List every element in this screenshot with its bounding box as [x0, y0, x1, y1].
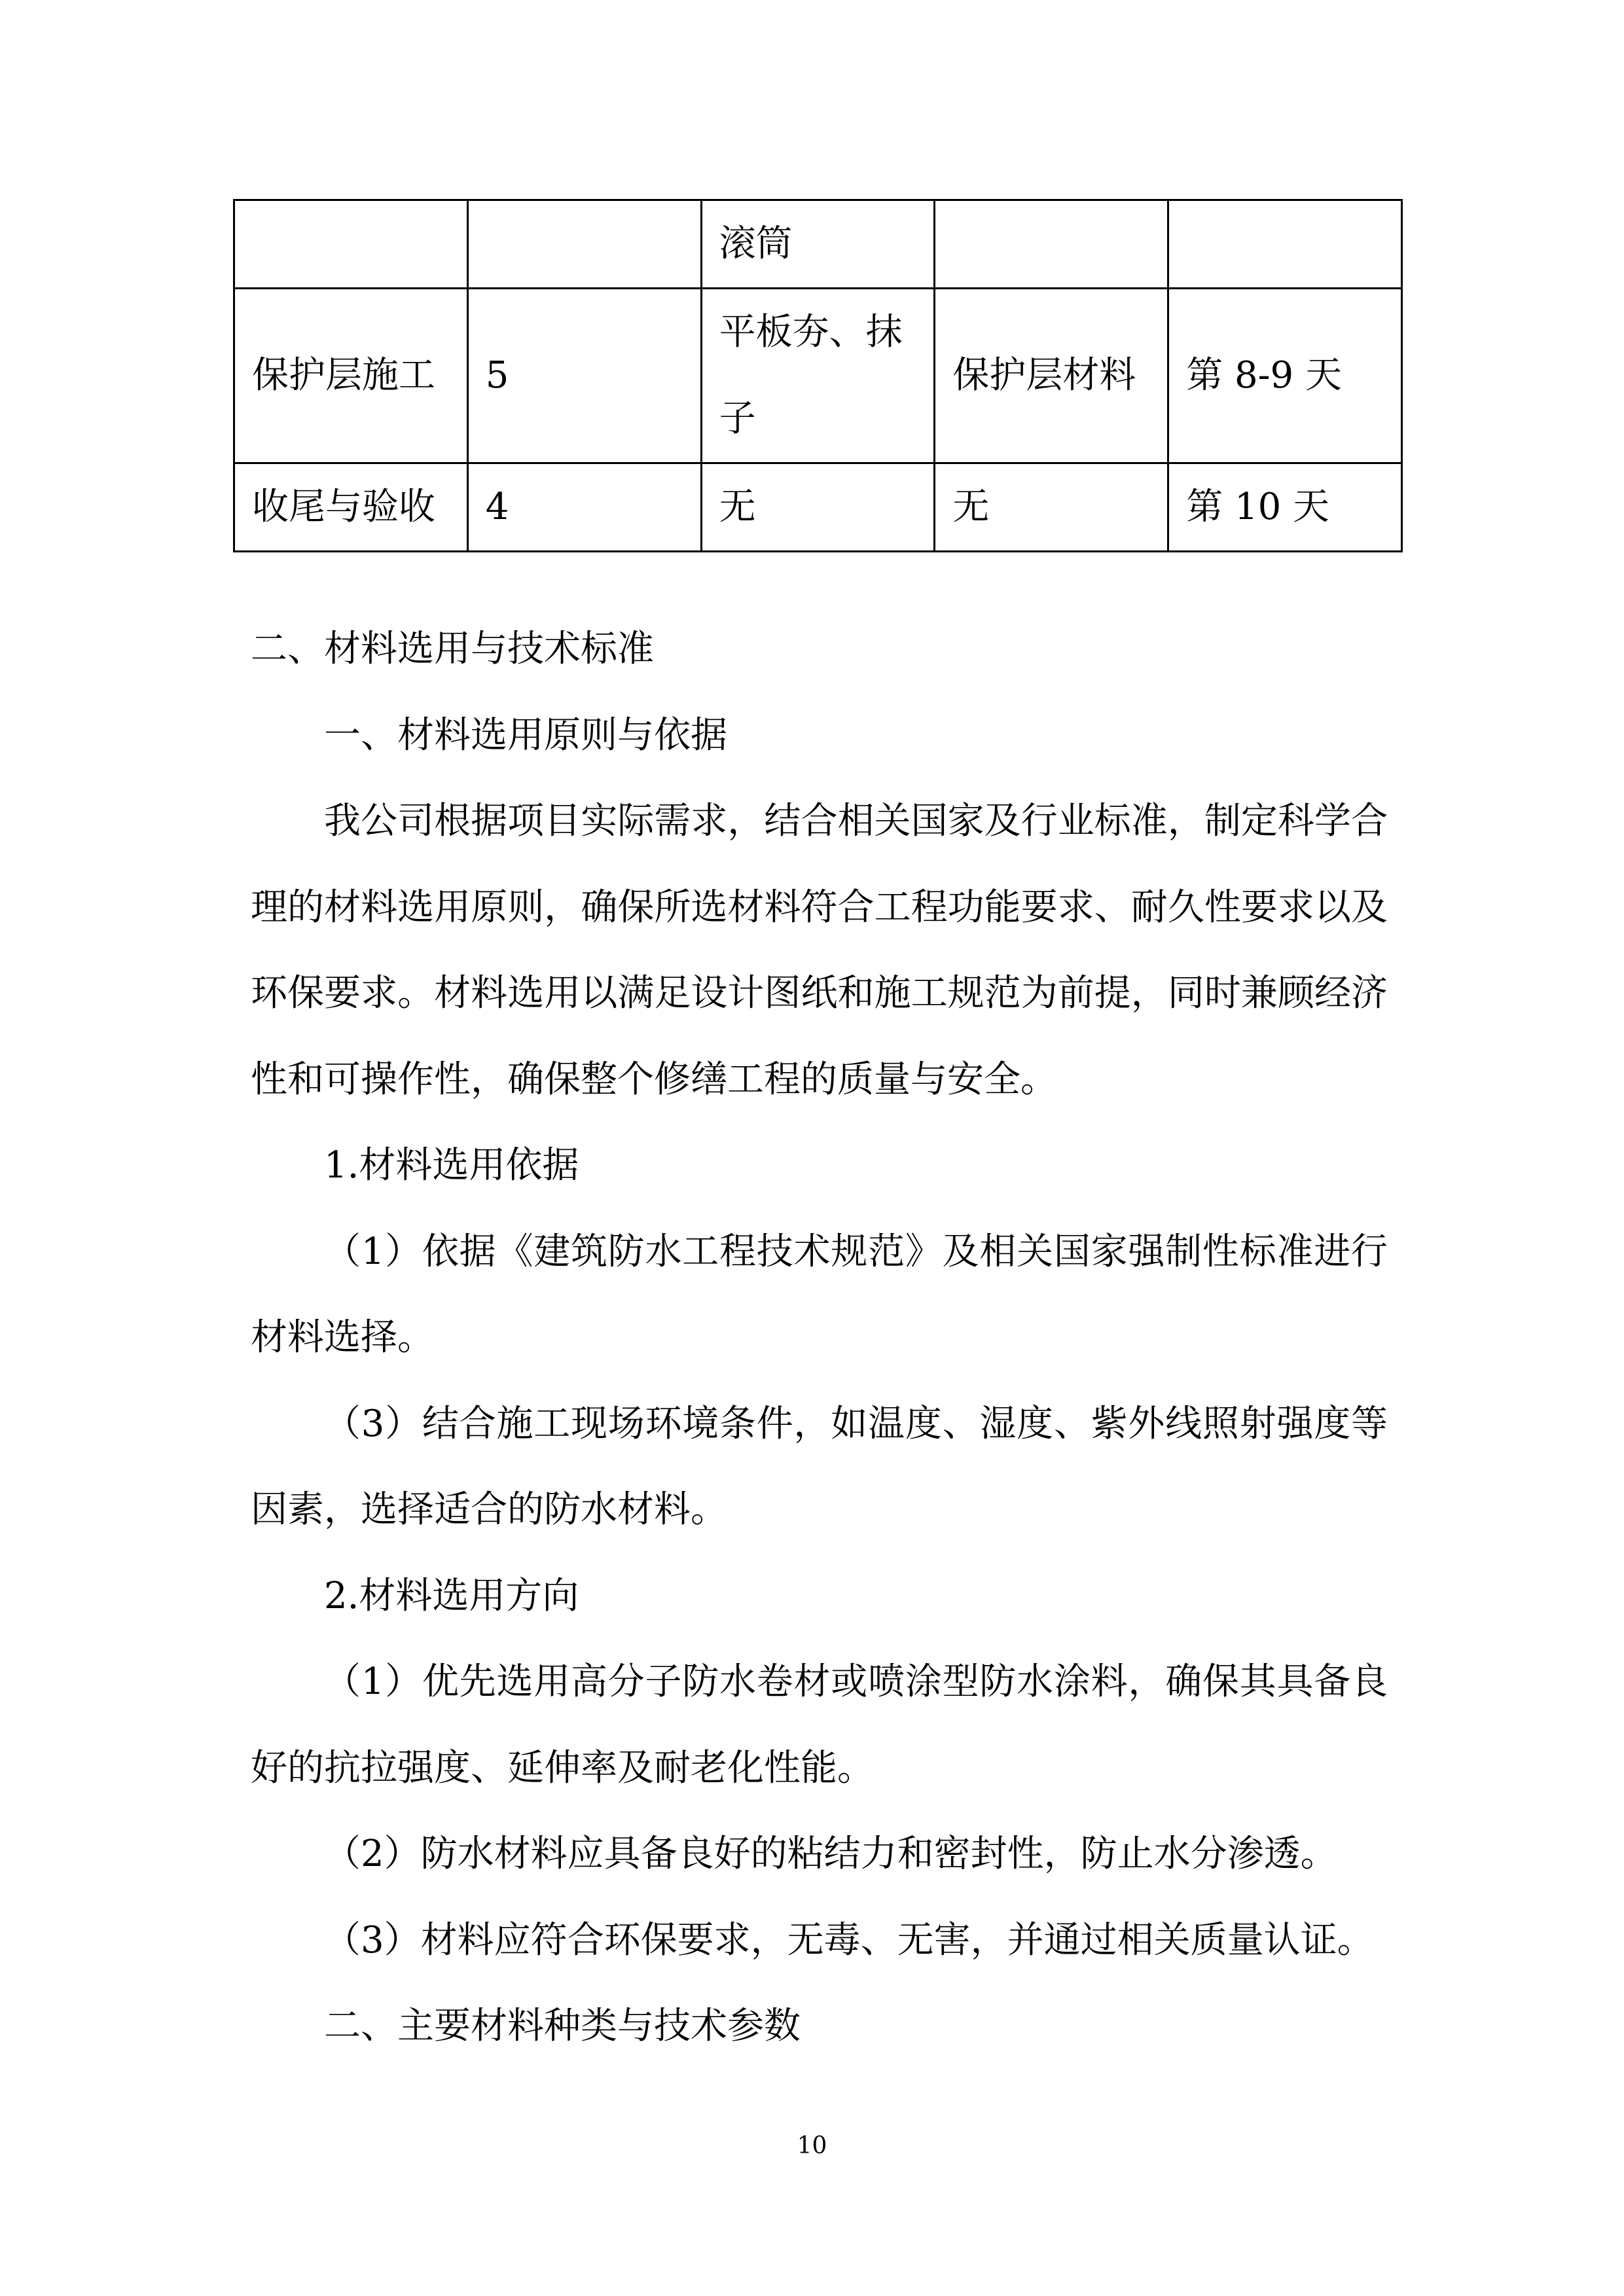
table-cell — [1168, 200, 1402, 289]
section-heading: 二、材料选用与技术标准 — [251, 628, 654, 670]
paragraph: 我公司根据项目实际需求，结合相关国家及行业标准，制定科学合理的材料选用原则，确保所选材料符合工程功能要求、耐久性要求以及环保要求。材料选用以满足设计图纸和施工规范为前提，同时兼顾经济性和可操作性，确保整个修缮工程的质量与安全。 — [251, 800, 1388, 1101]
table-cell: 无 — [701, 463, 935, 552]
subsection-heading: 二、主要材料种类与技术参数 — [324, 2005, 801, 2047]
table-row — [234, 289, 1402, 463]
table-cell: 无 — [935, 463, 1168, 552]
table-cell — [234, 200, 468, 289]
table-cell: 滚筒 — [701, 200, 935, 289]
paragraph: （1）依据《建筑防水工程技术规范》及相关国家强制性标准进行材料选择。 — [251, 1230, 1388, 1359]
body-text — [251, 606, 1388, 2070]
table-row — [234, 200, 1402, 289]
table-cell: 4 — [467, 463, 701, 552]
item-heading: 1.材料选用依据 — [324, 1144, 579, 1187]
table-cell: 保护层材料 — [935, 289, 1168, 463]
paragraph: （3）材料应符合环保要求，无毒、无害，并通过相关质量认证。 — [324, 1918, 1374, 1962]
paragraph: （2）防水材料应具备良好的粘结力和密封性，防止水分渗透。 — [324, 1833, 1337, 1875]
paragraph: （1）优先选用高分子防水卷材或喷涂型防水涂料，确保其具备良好的抗拉强度、延伸率及耐老化性能。 — [251, 1660, 1388, 1789]
paragraph: （3）结合施工现场环境条件，如温度、湿度、紫外线照射强度等因素，选择适合的防水材料。 — [251, 1402, 1388, 1531]
subsection-heading: 一、材料选用原则与依据 — [324, 713, 727, 757]
table-row — [234, 463, 1402, 552]
table-cell: 收尾与验收 — [234, 463, 468, 552]
table-cell: 第 10 天 — [1168, 463, 1402, 552]
table-cell: 平板夯、抹子 — [701, 289, 935, 463]
construction-schedule-table — [233, 199, 1403, 552]
table-cell — [467, 200, 701, 289]
item-heading: 2.材料选用方向 — [324, 1574, 579, 1617]
page-number: 10 — [797, 2132, 827, 2159]
table-cell: 保护层施工 — [234, 289, 468, 463]
table-cell: 第 8-9 天 — [1168, 289, 1402, 463]
table-cell — [935, 200, 1168, 289]
table-cell: 5 — [467, 289, 701, 463]
